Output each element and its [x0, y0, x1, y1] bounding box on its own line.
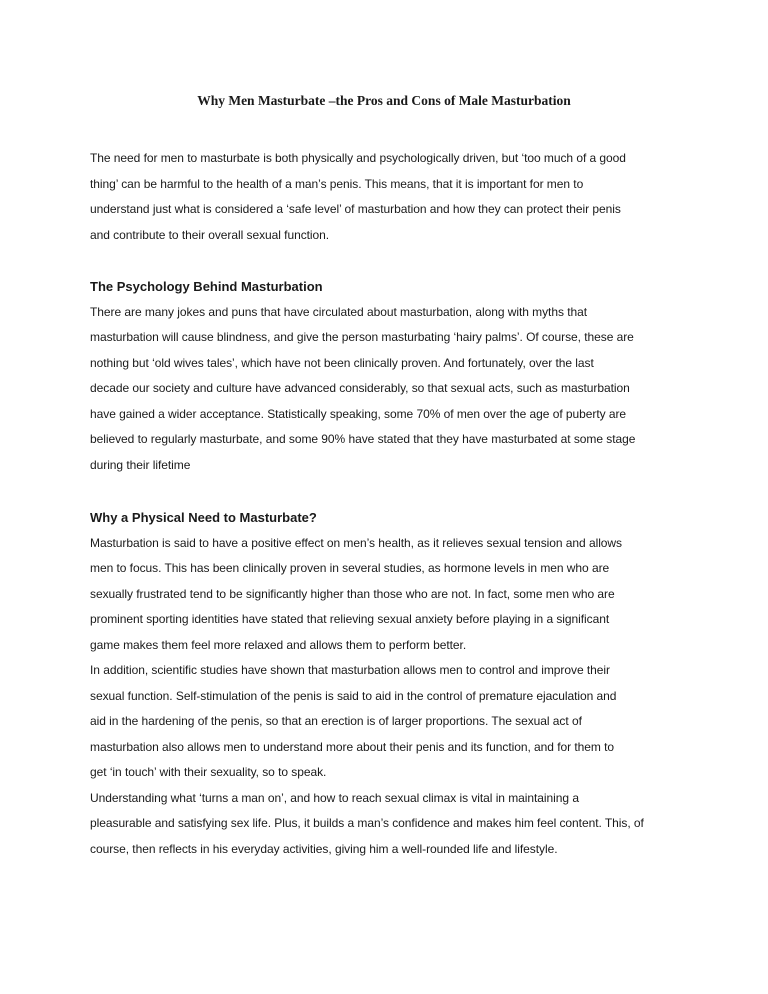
document-title: Why Men Masturbate –the Pros and Cons of Male Masturbation	[197, 93, 571, 108]
body-line: have gained a wider acceptance. Statistically speaking, some 70% of men over the age of puberty are	[90, 406, 627, 421]
body-line: course, then reflects in his everyday activities, giving him a well-rounded life and lifestyle.	[90, 841, 558, 856]
body-line: believed to regularly masturbate, and some 90% have stated that they have masturbated at some stage	[90, 432, 636, 446]
body-line: decade our society and culture have advanced considerably, so that sexual acts, such as masturbation	[90, 381, 630, 395]
body-line: during their lifetime	[90, 457, 191, 472]
intro-line: The need for men to masturbate is both physically and psychologically driven, but ‘too much of a good	[90, 151, 626, 165]
body-line: In addition, scientific studies have shown that masturbation allows men to control and improve their	[90, 663, 610, 677]
body-line: game makes them feel more relaxed and allows them to perform better.	[90, 637, 467, 652]
body-line: Masturbation is said to have a positive effect on men’s health, as it relieves sexual tension and allows	[90, 535, 622, 550]
body-line: nothing but ‘old wives tales’, which have not been clinically proven. And fortunately, over the last	[90, 355, 594, 370]
body-line: pleasurable and satisfying sex life. Plus, it builds a man’s confidence and makes him feel content. This, of	[90, 816, 644, 830]
body-line: masturbation will cause blindness, and give the person masturbating ‘hairy palms’. Of course, these are	[90, 330, 634, 344]
body-line: There are many jokes and puns that have circulated about masturbation, along with myths that	[90, 304, 588, 319]
intro-line: understand just what is considered a ‘safe level’ of masturbation and how they can protect their penis	[90, 202, 621, 216]
section-heading: The Psychology Behind Masturbation	[90, 279, 323, 294]
body-line: sexual function. Self-stimulation of the penis is said to aid in the control of premature ejaculation and	[90, 688, 617, 703]
section-physical-need	[90, 505, 680, 862]
intro-line: thing’ can be harmful to the health of a man’s penis. This means, that it is important for men to	[90, 176, 584, 191]
body-line: Understanding what ‘turns a man on’, and how to reach sexual climax is vital in maintaining a	[90, 790, 579, 805]
body-line: get ‘in touch’ with their sexuality, so to speak.	[90, 765, 327, 779]
body-line: sexually frustrated tend to be significantly higher than those who are not. In fact, some men who are	[90, 586, 615, 601]
intro-line: and contribute to their overall sexual function.	[90, 227, 330, 242]
body-line: men to focus. This has been clinically proven in several studies, as hormone levels in men who are	[90, 561, 610, 575]
body-line: masturbation also allows men to understand more about their penis and its function, and for them to	[90, 739, 615, 754]
section-heading: Why a Physical Need to Masturbate?	[90, 510, 317, 525]
body-line: prominent sporting identities have stated that relieving sexual anxiety before playing in a significant	[90, 612, 610, 626]
body-line: aid in the hardening of the penis, so that an erection is of larger proportions. The sexual act of	[90, 714, 582, 728]
section-psychology	[90, 274, 680, 478]
intro-paragraph	[90, 146, 680, 248]
